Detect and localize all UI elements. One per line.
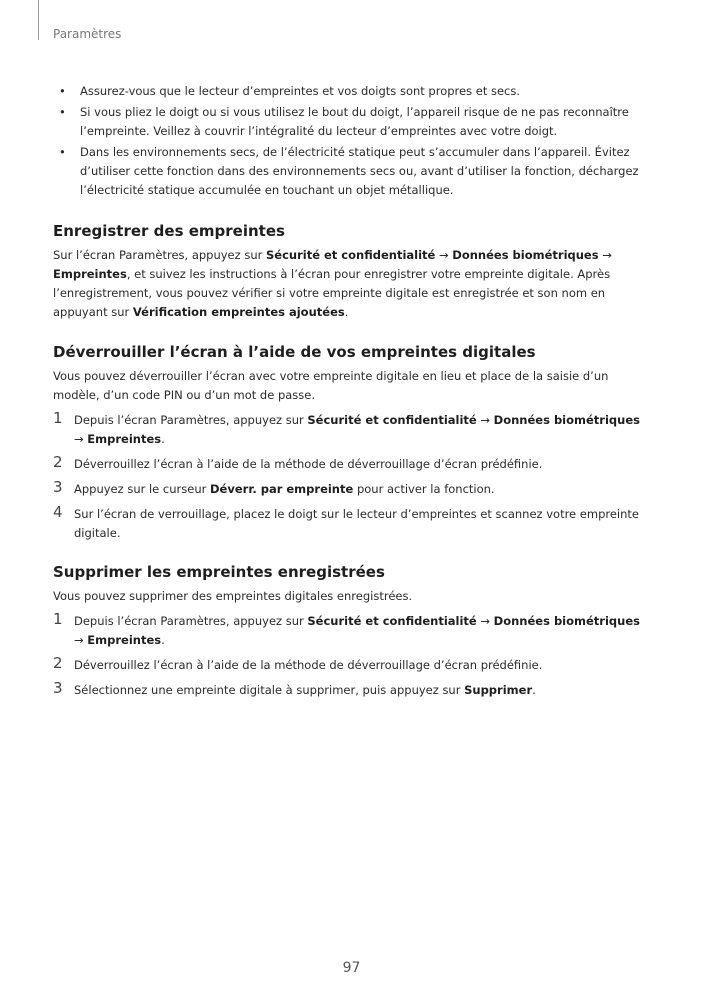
- page-number: 97: [342, 960, 361, 976]
- section-paragraph: Vous pouvez déverrouiller l’écran avec votre empreinte digitale en lieu et place de la saisie d’un modèle, d’un code PIN ou d’un mot de passe.: [53, 369, 609, 402]
- list-item: [53, 480, 653, 499]
- menu-path-fingerprints: Empreintes: [87, 633, 162, 647]
- list-item: [53, 505, 653, 543]
- section-paragraph: Vous pouvez supprimer des empreintes digitales enregistrées.: [53, 589, 413, 603]
- section-heading: Supprimer les empreintes enregistrées: [53, 563, 385, 581]
- step-number: 3: [53, 679, 63, 697]
- text-run: .: [161, 633, 165, 647]
- running-title: Paramètres: [53, 27, 122, 41]
- check-fingerprints-label: Vérification empreintes ajoutées: [132, 305, 345, 319]
- menu-path-security: Sécurité et confidentialité: [307, 614, 477, 628]
- steps-list: [53, 411, 653, 543]
- list-item: • Dans les environnements secs, de l’électricité statique peut s’accumuler dans l’appareil. Évitez d’utiliser cette fonction dans des environnements secs ou, avant d’utiliser la fonction, déchargez l’électricité statique accumulée en touchant un objet métallique.: [53, 143, 653, 200]
- step-number: 1: [53, 409, 63, 427]
- delete-button-label: Supprimer: [464, 683, 533, 697]
- menu-path-fingerprints: Empreintes: [53, 267, 127, 281]
- menu-path-security: Sécurité et confidentialité: [266, 248, 436, 262]
- steps-list: [53, 612, 653, 700]
- section-paragraph: [53, 246, 653, 322]
- menu-path-biometrics: Données biométriques: [493, 614, 640, 628]
- text-run: Sur l’écran Paramètres, appuyez sur: [53, 248, 266, 262]
- arrow: →: [435, 248, 453, 262]
- menu-path-fingerprints: Empreintes: [87, 432, 162, 446]
- step-number: 2: [53, 453, 63, 471]
- step-number: 2: [53, 654, 63, 672]
- arrow: →: [476, 614, 494, 628]
- arrow: →: [74, 633, 88, 647]
- arrow: →: [476, 413, 494, 427]
- unlock-switch-label: Déverr. par empreinte: [210, 482, 354, 496]
- arrow: →: [598, 248, 612, 262]
- list-item: [53, 681, 653, 700]
- text-run: Déverrouillez l’écran à l’aide de la méthode de déverrouillage d’écran prédéfinie.: [74, 658, 543, 672]
- list-item: [53, 656, 653, 675]
- text-run: , et suivez les instructions à l’écran pour enregistrer votre empreinte digitale. Après l’enregistrement, vous pouvez vérifier si votre empreinte digitale est enregistrée et son nom en appuyant sur: [53, 267, 611, 319]
- page-content: [53, 82, 653, 706]
- text-run: .: [344, 305, 349, 319]
- list-item: [53, 612, 653, 650]
- menu-path-security: Sécurité et confidentialité: [307, 413, 477, 427]
- text-run: Sélectionnez une empreinte digitale à supprimer, puis appuyez sur: [74, 683, 465, 697]
- text-run: Appuyez sur le curseur: [74, 482, 210, 496]
- step-number: 1: [53, 610, 63, 628]
- menu-path-biometrics: Données biométriques: [452, 248, 599, 262]
- list-item: [53, 455, 653, 474]
- section-delete: [53, 561, 653, 700]
- precautions-list: [53, 82, 653, 200]
- text-run: Depuis l’écran Paramètres, appuyez sur: [74, 614, 308, 628]
- section-heading: Enregistrer des empreintes: [53, 222, 285, 240]
- menu-path-biometrics: Données biométriques: [493, 413, 640, 427]
- arrow: →: [74, 432, 88, 446]
- step-number: 4: [53, 503, 63, 521]
- list-item: [53, 411, 653, 449]
- section-unlock: [53, 341, 653, 543]
- list-item: • Assurez-vous que le lecteur d’empreintes et vos doigts sont propres et secs.: [53, 82, 653, 101]
- text-run: Déverrouillez l’écran à l’aide de la méthode de déverrouillage d’écran prédéfinie.: [74, 457, 543, 471]
- section-heading: Déverrouiller l’écran à l’aide de vos empreintes digitales: [53, 343, 536, 361]
- text-run: Sur l’écran de verrouillage, placez le doigt sur le lecteur d’empreintes et scannez votre empreinte digitale.: [74, 507, 639, 540]
- text-run: Depuis l’écran Paramètres, appuyez sur: [74, 413, 308, 427]
- text-run: .: [161, 432, 165, 446]
- text-run: pour activer la fonction.: [353, 482, 495, 496]
- section-register: [53, 220, 653, 322]
- text-run: .: [532, 683, 536, 697]
- header-rule: [38, 0, 39, 40]
- step-number: 3: [53, 478, 63, 496]
- list-item: • Si vous pliez le doigt ou si vous utilisez le bout du doigt, l’appareil risque de ne pas reconnaître l’empreinte. Veillez à couvrir l’intégralité du lecteur d’empreintes avec votre doigt.: [53, 103, 653, 141]
